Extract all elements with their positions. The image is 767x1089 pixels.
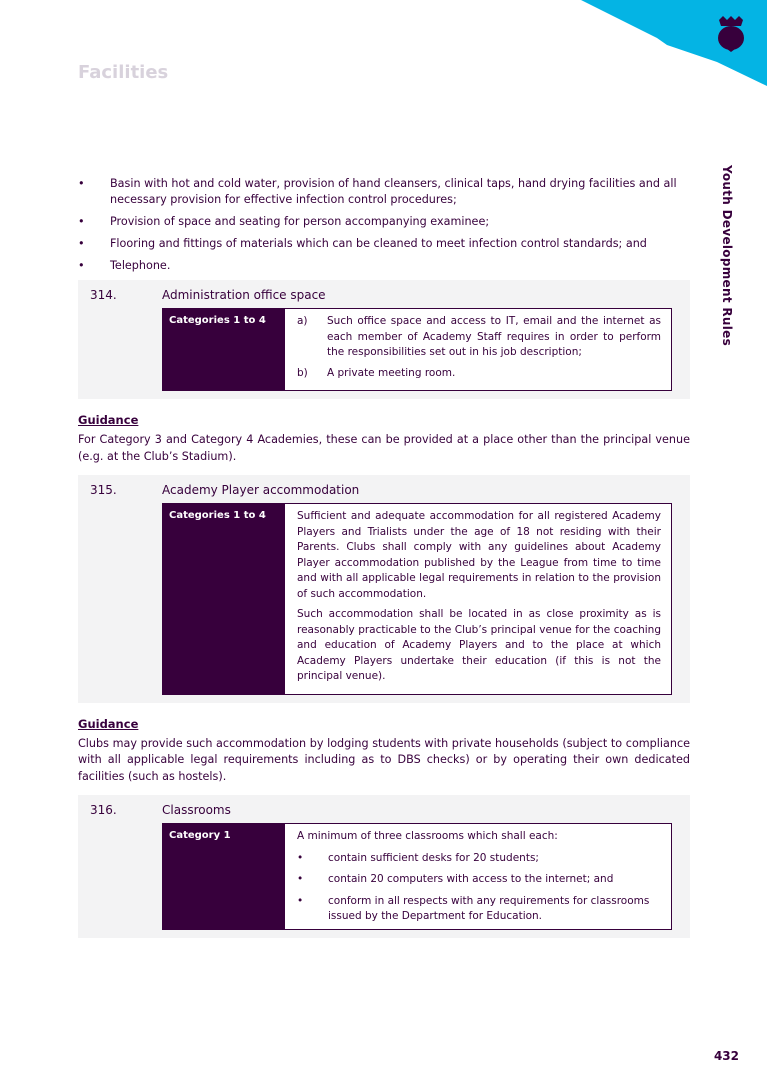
list-item: • Telephone. <box>78 258 690 274</box>
list-item: • contain sufficient desks for 20 students; <box>297 851 661 867</box>
list-item: • contain 20 computers with access to the internet; and <box>297 872 661 888</box>
intro-bullet-list <box>78 176 690 274</box>
guidance-text: Clubs may provide such accommodation by lodging students with private households (subject to compliance with all applicable legal requirements including as to DBS checks) or by operating their own dedicated facilities (such as hostels). <box>78 736 690 783</box>
category-label: Categories 1 to 4 <box>163 309 285 390</box>
rule-body <box>285 504 671 694</box>
category-label: Categories 1 to 4 <box>163 504 285 694</box>
rule-paragraph: Such accommodation shall be located in as close proximity as is reasonably practicable to the Club’s principal venue for the coaching and education of Academy Players and to the place at which Academy Players undertake their education (if this is not the principal venue). <box>297 608 661 682</box>
rule-subitem <box>297 314 661 361</box>
subitem-label: b) <box>297 366 308 379</box>
list-item: • Provision of space and seating for person accompanying examinee; <box>78 214 690 230</box>
rule-title: Administration office space <box>162 288 326 302</box>
rule-title: Academy Player accommodation <box>162 483 360 497</box>
subitem-text: Such office space and access to IT, email and the internet as each member of Academy Staff requires in order to perform the responsibilities set out in his job description; <box>327 315 661 358</box>
rule-subitem <box>297 366 661 382</box>
rule-314 <box>78 280 690 399</box>
rule-body <box>285 824 671 929</box>
guidance-text: For Category 3 and Category 4 Academies, these can be provided at a place other than the principal venue (e.g. at the Club’s Stadium). <box>78 433 690 463</box>
rule-box <box>162 308 672 391</box>
rule-heading <box>90 288 684 302</box>
rule-paragraph: Sufficient and adequate accommodation for all registered Academy Players and Trialists under the age of 18 not residing with their Parents. Clubs shall comply with any guidelines about Academy Player accommodation published by the League from time to time and with all applicable legal requirements in relation to the provision of such accommodation. <box>297 510 661 600</box>
rule-heading <box>90 803 684 817</box>
rule-body <box>285 309 671 390</box>
category-label: Category 1 <box>163 824 285 929</box>
section-title: Facilities <box>78 62 169 83</box>
guidance-heading: Guidance <box>78 413 139 427</box>
rule-number: 316. <box>90 803 117 817</box>
rule-heading <box>90 483 684 497</box>
rule-316 <box>78 795 690 938</box>
rule-number: 314. <box>90 288 117 302</box>
rule-number: 315. <box>90 483 117 497</box>
page-number: 432 <box>713 1049 739 1063</box>
corner-banner <box>567 0 767 95</box>
list-item: • Flooring and fittings of materials which can be cleaned to meet infection control standards; and <box>78 236 690 252</box>
rule-intro: A minimum of three classrooms which shall each: <box>297 830 558 842</box>
page-content <box>78 176 690 938</box>
subitem-label: a) <box>297 315 308 327</box>
subitem-text: A private meeting room. <box>327 366 456 379</box>
rule-box <box>162 823 672 930</box>
rule-title: Classrooms <box>162 803 231 817</box>
list-item: • conform in all respects with any requirements for classrooms issued by the Department for Education. <box>297 894 661 925</box>
rule-315 <box>78 475 690 703</box>
list-item: • Basin with hot and cold water, provision of hand cleansers, clinical taps, hand drying facilities and all necessary provision for effective infection control procedures; <box>78 176 690 208</box>
guidance-heading: Guidance <box>78 716 139 731</box>
side-title: Youth Development Rules <box>720 165 734 347</box>
rule-box <box>162 503 672 695</box>
